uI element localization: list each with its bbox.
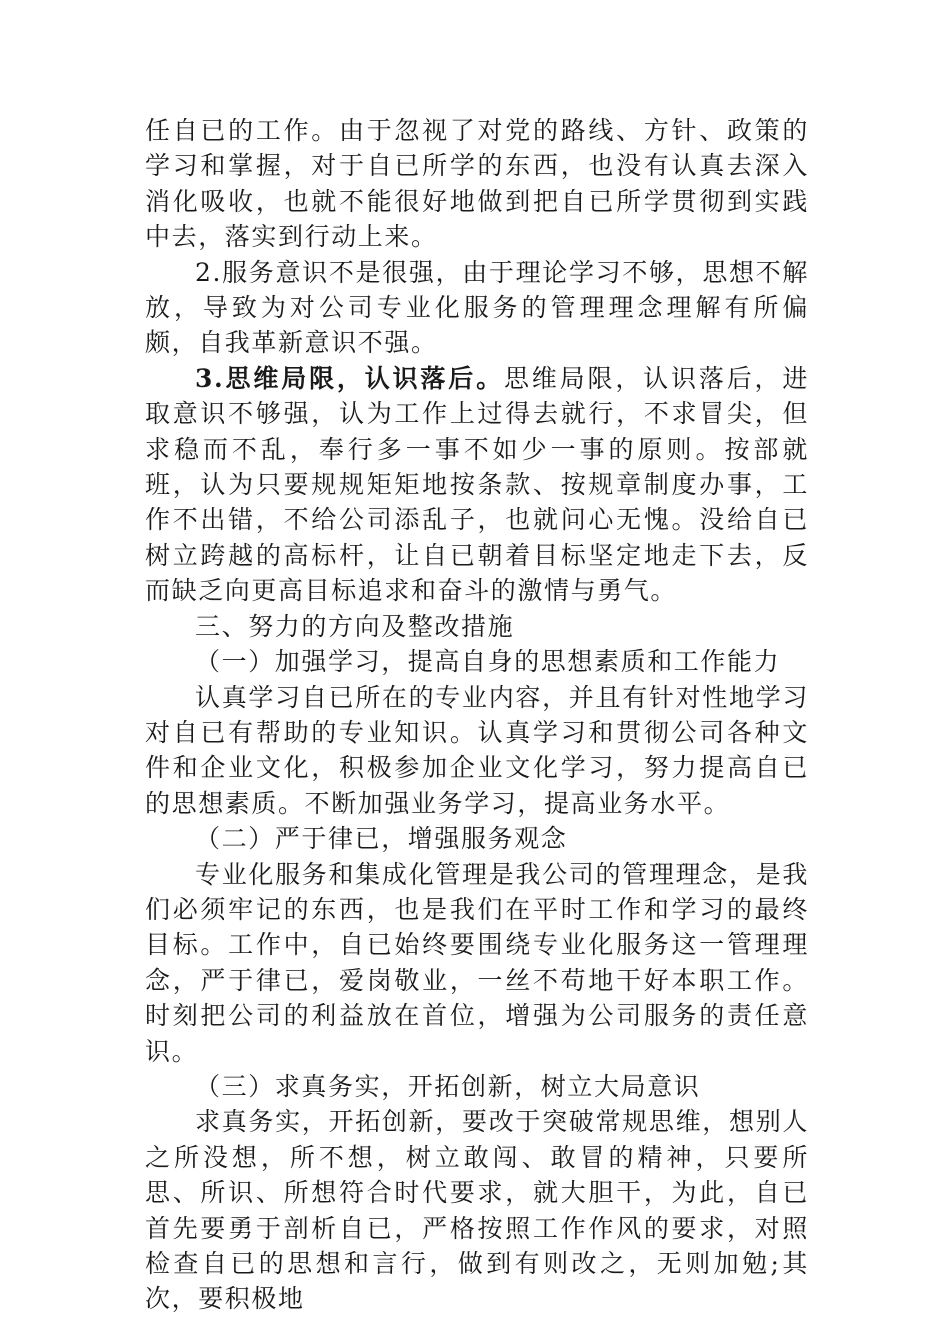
paragraph-point-2: 2.服务意识不是很强，由于理论学习不够，思想不解放，导致为对公司专业化服务的管理理念理解有所偏颇，自我革新意识不强。: [145, 257, 809, 358]
paragraph-point-3: [145, 361, 809, 609]
subsection-1-title: （一）加强学习，提高自身的思想素质和工作能力: [195, 647, 781, 677]
paragraph-subsection-1: 认真学习自已所在的专业内容，并且有针对性地学习对自已有帮助的专业知识。认真学习和贯彻公司各种文件和企业文化，积极参加企业文化学习，努力提高自已的思想素质。不断加强业务学习，提高业务水平。: [145, 682, 809, 818]
point-3-text: 思维局限，认识落后，进取意识不够强，认为工作上过得去就行，不求冒尖，但求稳而不乱，奉行多一事不如少一事的原则。按部就班，认为只要规规矩矩地按条款、按规章制度办事，工作不出错，不给公司添乱子，也就问心无愧。没给自已树立跨越的高标杆，让自已朝着目标坚定地走下去，反而缺乏向更高目标追求和奋斗的激情与勇气。: [145, 363, 809, 606]
subsection-2-title: （二）严于律已，增强服务观念: [195, 824, 568, 854]
document-body: [145, 113, 809, 1317]
subsection-3-title: （三）求真务实，开拓创新，树立大局意识: [195, 1071, 701, 1101]
paragraph-continued: 任自已的工作。由于忽视了对党的路线、方针、政策的学习和掌握，对于自已所学的东西，也没有认真去深入消化吸收，也就不能很好地做到把自已所学贯彻到实践中去，落实到行动上来。: [145, 116, 809, 252]
section-3-title: 三、努力的方向及整改措施: [195, 611, 515, 641]
paragraph-subsection-2: 专业化服务和集成化管理是我公司的管理理念，是我们必须牢记的东西，也是我们在平时工作和学习的最终目标。工作中，自已始终要围绕专业化服务这一管理理念，严于律已，爱岗敬业，一丝不苟地干好本职工作。时刻把公司的利益放在首位，增强为公司服务的责任意识。: [145, 859, 809, 1066]
point-3-heading: 3.思维局限，认识落后。: [195, 363, 504, 393]
paragraph-subsection-3: 求真务实，开拓创新，要改于突破常规思维，想别人之所没想，所不想，树立敢闯、敢冒的精神，只要所思、所识、所想符合时代要求，就大胆干，为此，自已首先要勇于剖析自已，严格按照工作作风的要求，对照检查自已的思想和言行，做到有则改之，无则加勉;其次，要积极地: [145, 1107, 809, 1314]
